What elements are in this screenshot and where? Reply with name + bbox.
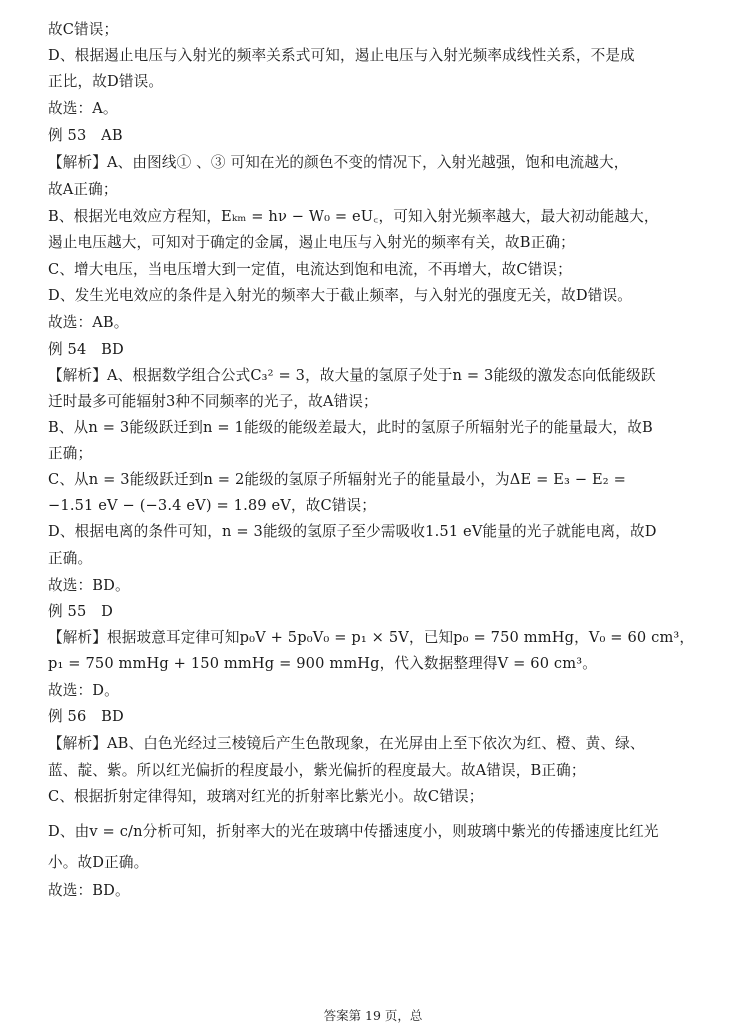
- text-line: 小。故D正确。: [48, 854, 149, 871]
- text-line: D、根据遏止电压与入射光的频率关系式可知，遏止电压与入射光频率成线性关系，不是成: [48, 47, 635, 64]
- text-line: D、由v = c/n分析可知，折射率大的光在玻璃中传播速度小，则玻璃中紫光的传播速度比红光: [48, 823, 659, 840]
- text-line: 故选：AB。: [48, 314, 129, 331]
- text-line: 故C错误；: [48, 21, 119, 38]
- text-line: 故选：A。: [48, 100, 118, 117]
- text-line: 蓝、靛、紫。所以红光偏折的程度最小，紫光偏折的程度最大。故A错误，B正确；: [48, 762, 586, 779]
- text-line: 【解析】AB、白色光经过三棱镜后产生色散现象，在光屏由上至下依次为红、橙、黄、绿、: [48, 735, 645, 752]
- example-heading: 例 54 BD: [48, 341, 124, 358]
- text-line: 迁时最多可能辐射3种不同频率的光子，故A错误；: [48, 393, 378, 410]
- text-line: C、从n = 3能级跃迁到n = 2能级的氢原子所辐射光子的能量最小，为ΔE = E₃ − E₂ =: [48, 471, 626, 488]
- example-heading: 例 55 D: [48, 603, 113, 620]
- text-line: 【解析】A、由图线① 、③ 可知在光的颜色不变的情况下，入射光越强，饱和电流越大，: [48, 154, 629, 171]
- text-line: 正确。: [48, 550, 93, 567]
- text-line: 遏止电压越大，可知对于确定的金属，遏止电压与入射光的频率有关，故B正确；: [48, 234, 575, 251]
- text-line: 故A正确；: [48, 181, 118, 198]
- text-line: 【解析】A、根据数学组合公式C₃² = 3，故大量的氢原子处于n = 3能级的激发态向低能级跃: [48, 367, 656, 384]
- text-line: C、根据折射定律得知，玻璃对红光的折射率比紫光小。故C错误；: [48, 788, 484, 805]
- text-line: C、增大电压，当电压增大到一定值，电流达到饱和电流，不再增大，故C错误；: [48, 261, 572, 278]
- text-line: D、发生光电效应的条件是入射光的频率大于截止频率，与入射光的强度无关，故D错误。: [48, 287, 632, 304]
- text-line: B、根据光电效应方程知，Eₖₘ = hν − W₀ = eU꜀，可知入射光频率越大，最大初动能越大，: [48, 208, 659, 225]
- text-line: p₁ = 750 mmHg + 150 mmHg = 900 mmHg，代入数据整理得V = 60 cm³。: [48, 655, 597, 672]
- text-line: 故选：BD。: [48, 577, 130, 594]
- text-line: 正确；: [48, 445, 93, 462]
- text-line: D、根据电离的条件可知，n = 3能级的氢原子至少需吸收1.51 eV能量的光子就能电离，故D: [48, 523, 657, 540]
- text-line: B、从n = 3能级跃迁到n = 1能级的能级差最大，此时的氢原子所辐射光子的能量最大，故B: [48, 419, 653, 436]
- text-line: −1.51 eV − (−3.4 eV) = 1.89 eV，故C错误；: [48, 497, 377, 514]
- example-heading: 例 53 AB: [48, 127, 123, 144]
- example-heading: 例 56 BD: [48, 708, 124, 725]
- text-line: 故选：BD。: [48, 882, 130, 899]
- text-line: 故选：D。: [48, 682, 119, 699]
- page-footer: 答案第 19 页，总: [323, 1008, 423, 1023]
- text-line: 【解析】根据玻意耳定律可知p₀V + 5p₀V₀ = p₁ × 5V，已知p₀ = 750 mmHg，V₀ = 60 cm³，: [48, 629, 695, 646]
- text-line: 正比，故D错误。: [48, 73, 164, 90]
